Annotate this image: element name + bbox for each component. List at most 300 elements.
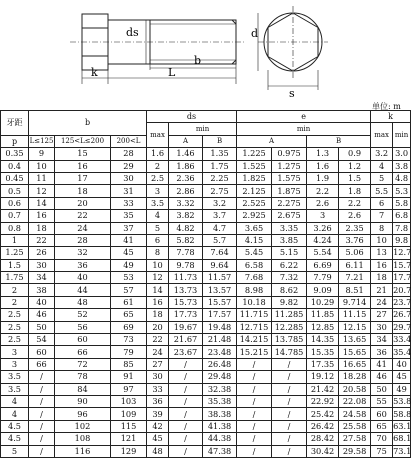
table-cell: / — [169, 420, 203, 432]
table-cell: 0.35 — [1, 148, 29, 160]
table-cell: 5.06 — [339, 247, 371, 259]
table-cell: 2.5 — [1, 321, 29, 333]
table-cell: 8.62 — [272, 284, 307, 296]
table-cell: 1.9 — [307, 172, 339, 184]
table-cell: 6.69 — [307, 259, 339, 271]
table-cell: 57 — [111, 284, 147, 296]
table-cell: 102 — [55, 420, 111, 432]
table-cell: 2.525 — [237, 197, 272, 209]
table-row — [1, 272, 411, 284]
table-cell: 3.5 — [1, 383, 29, 395]
table-cell: / — [237, 420, 272, 432]
table-cell: 0.5 — [1, 185, 29, 197]
table-cell: 7.8 — [393, 222, 411, 234]
table-cell: 2.5 — [1, 334, 29, 346]
table-row — [1, 222, 411, 234]
table-cell: 5.7 — [203, 234, 237, 246]
table-cell: 36 — [147, 395, 169, 407]
header-b1: L≤125 — [29, 135, 55, 147]
table-cell: 6 — [147, 234, 169, 246]
table-cell: 3.2 — [371, 148, 393, 160]
table-cell: 1.2 — [339, 160, 371, 172]
table-cell: 3 — [147, 185, 169, 197]
table-cell: 19.12 — [307, 371, 339, 383]
table-cell: 26 — [29, 247, 55, 259]
table-cell: 6.8 — [393, 210, 411, 222]
table-cell: 4.5 — [1, 420, 29, 432]
table-cell: 41 — [371, 358, 393, 370]
header-pitch: 牙距 — [1, 111, 29, 136]
table-cell: 29.7 — [393, 321, 411, 332]
table-row — [1, 420, 411, 432]
table-cell: 15.73 — [169, 296, 203, 308]
table-cell: 22.08 — [339, 395, 371, 407]
table-cell: 1.3 — [307, 148, 339, 160]
table-cell: 7.32 — [272, 272, 307, 284]
label-k: k — [91, 66, 98, 79]
table-cell: 7 — [371, 210, 393, 222]
table-cell: 9.64 — [203, 259, 237, 271]
table-cell: 16 — [29, 210, 55, 222]
table-cell: 1.46 — [169, 148, 203, 160]
header-ds-b: B — [203, 135, 237, 147]
table-cell: 12 — [147, 272, 169, 284]
table-cell: 15.215 — [237, 346, 272, 358]
table-cell: 129 — [111, 445, 147, 457]
table-cell: 6.22 — [272, 259, 307, 271]
table-cell: 2.2 — [307, 185, 339, 197]
table-cell: 0.975 — [272, 148, 307, 160]
table-cell: / — [169, 358, 203, 370]
table-cell: 5 — [147, 222, 169, 234]
header-e-b: B — [307, 135, 371, 147]
table-cell: 24 — [55, 222, 111, 234]
table-cell: 18 — [147, 309, 169, 321]
table-cell: 18 — [29, 222, 55, 234]
table-cell: 45 — [393, 371, 411, 383]
table-row — [1, 160, 411, 172]
table-cell: 14.785 — [272, 346, 307, 358]
table-row — [1, 247, 411, 259]
table-cell: 26.48 — [203, 358, 237, 370]
table-cell: 73.1 — [393, 445, 411, 456]
table-cell: 66 — [55, 346, 111, 358]
table-cell: 2.5 — [1, 309, 29, 321]
table-cell: 42 — [147, 420, 169, 432]
table-cell: 17.57 — [203, 309, 237, 321]
table-cell: / — [272, 395, 307, 407]
table-cell: 91 — [111, 371, 147, 383]
table-cell: 5 — [1, 445, 29, 457]
table-cell: / — [29, 445, 55, 457]
table-cell: 47.38 — [203, 445, 237, 457]
table-cell: 10.29 — [307, 296, 339, 308]
table-cell: 0.8 — [1, 222, 29, 234]
table-cell: 36 — [371, 346, 393, 358]
table-cell: 35.38 — [203, 395, 237, 407]
table-cell: 14.215 — [237, 334, 272, 346]
header-p: p — [1, 135, 29, 147]
table-cell: 1.575 — [272, 172, 307, 184]
table-row — [1, 259, 411, 271]
table-cell: 70 — [371, 433, 393, 445]
table-cell: 3.82 — [169, 210, 203, 222]
table-cell: 1.5 — [1, 259, 29, 271]
table-cell: 60 — [29, 346, 55, 358]
table-cell: 41.38 — [203, 420, 237, 432]
table-cell: 1.75 — [1, 272, 29, 284]
table-cell: 14 — [147, 284, 169, 296]
table-cell: 22 — [55, 210, 111, 222]
table-cell: 8.98 — [237, 284, 272, 296]
table-cell: 65 — [371, 420, 393, 432]
table-cell: 36 — [55, 259, 111, 271]
label-d: d — [251, 27, 259, 40]
table-cell: 8 — [147, 247, 169, 259]
table-cell: 75 — [371, 445, 393, 457]
table-cell: 24 — [371, 296, 393, 308]
table-cell: 29.58 — [339, 445, 371, 457]
table-cell: 103 — [111, 395, 147, 407]
table-cell: / — [169, 445, 203, 457]
table-cell: 2.2 — [339, 197, 371, 209]
table-cell: 22 — [29, 234, 55, 246]
table-cell: 7.79 — [307, 272, 339, 284]
table-cell: 4.24 — [307, 234, 339, 246]
table-cell: 53 — [111, 272, 147, 284]
table-cell: 34 — [29, 272, 55, 284]
table-cell: 12.7 — [393, 247, 411, 258]
table-cell: 21.48 — [203, 334, 237, 346]
table-row — [1, 185, 411, 197]
table-cell: 16 — [55, 160, 111, 172]
table-cell: / — [237, 371, 272, 383]
table-cell: 2.675 — [272, 210, 307, 222]
table-cell: 23.7 — [393, 297, 411, 308]
table-cell: 68.1 — [393, 433, 411, 444]
table-cell: 33 — [147, 383, 169, 395]
table-cell: 63.1 — [393, 420, 411, 431]
table-cell: 26.7 — [393, 309, 411, 320]
table-cell: / — [272, 420, 307, 432]
table-cell: 85 — [111, 358, 147, 370]
header-ds: ds — [147, 111, 237, 123]
table-row — [1, 234, 411, 246]
header-ds-a: A — [169, 135, 203, 147]
table-cell: 13.57 — [203, 284, 237, 296]
table-cell: 5.54 — [307, 247, 339, 259]
table-cell: 1.6 — [307, 160, 339, 172]
table-cell: 60 — [55, 334, 111, 346]
header-e-a: A — [237, 135, 307, 147]
table-cell: 4.8 — [393, 172, 411, 184]
table-cell: / — [272, 371, 307, 383]
table-cell: 8 — [371, 222, 393, 234]
table-cell: 34 — [371, 334, 393, 346]
table-cell: 115 — [111, 420, 147, 432]
table-cell: 30 — [147, 371, 169, 383]
table-cell: 45 — [147, 433, 169, 445]
table-cell: 12 — [29, 185, 55, 197]
table-cell: 5.15 — [272, 247, 307, 259]
table-cell: 30 — [29, 259, 55, 271]
table-cell: 1 — [1, 234, 29, 246]
table-cell: 48 — [147, 445, 169, 457]
table-cell: 69 — [111, 321, 147, 333]
table-cell: 7.68 — [237, 272, 272, 284]
table-row — [1, 172, 411, 184]
table-row — [1, 148, 411, 160]
table-cell: 20 — [147, 321, 169, 333]
table-cell: / — [272, 445, 307, 457]
table-cell: 3.76 — [339, 234, 371, 246]
table-cell: 24.58 — [339, 408, 371, 420]
table-cell: 1.35 — [203, 148, 237, 160]
table-cell: 29.48 — [203, 371, 237, 383]
unit-label: 单位: m — [372, 102, 401, 111]
table-cell: 27 — [147, 358, 169, 370]
table-cell: 40 — [393, 358, 411, 370]
table-cell: 15.35 — [307, 346, 339, 358]
table-row — [1, 197, 411, 209]
table-cell: 61 — [111, 296, 147, 308]
table-row — [1, 321, 411, 333]
table-cell: 13.65 — [339, 334, 371, 346]
table-row — [1, 210, 411, 222]
table-cell: 50 — [29, 321, 55, 333]
table-cell: 2 — [1, 296, 29, 308]
table-cell: 4.82 — [169, 222, 203, 234]
table-cell: 1.825 — [237, 172, 272, 184]
table-cell: 0.4 — [1, 160, 29, 172]
table-cell: 35 — [111, 210, 147, 222]
table-cell: 2.275 — [272, 197, 307, 209]
table-cell: / — [29, 395, 55, 407]
table-cell: 1.75 — [203, 160, 237, 172]
table-cell: 3 — [1, 358, 29, 370]
table-cell: 18 — [371, 272, 393, 284]
table-cell: 37 — [111, 222, 147, 234]
table-cell: 20 — [55, 197, 111, 209]
table-cell: 0.45 — [1, 172, 29, 184]
table-cell: 17.35 — [307, 358, 339, 370]
table-cell: 11.57 — [203, 272, 237, 284]
table-cell: 9.8 — [393, 234, 411, 246]
table-cell: 14.35 — [307, 334, 339, 346]
table-cell: 10 — [29, 160, 55, 172]
table-cell: 13.785 — [272, 334, 307, 346]
table-cell: 58.8 — [393, 408, 411, 419]
table-cell: 53.8 — [393, 396, 411, 407]
table-cell: 4 — [1, 408, 29, 420]
header-e: e — [237, 111, 371, 123]
table-cell: 48 — [55, 296, 111, 308]
table-cell: 3.2 — [203, 197, 237, 209]
table-cell: 3.65 — [237, 222, 272, 234]
table-row — [1, 371, 411, 383]
table-cell: / — [29, 420, 55, 432]
table-cell: 23.67 — [169, 346, 203, 358]
table-cell: 4 — [1, 395, 29, 407]
table-cell: 33.4 — [393, 334, 411, 345]
table-cell: 10 — [371, 234, 393, 246]
header-b3: 200<L — [111, 135, 147, 147]
table-cell: 38.38 — [203, 408, 237, 420]
table-cell: 16 — [147, 296, 169, 308]
table-cell: 11 — [29, 172, 55, 184]
table-cell: 60 — [371, 408, 393, 420]
table-cell: 121 — [111, 433, 147, 445]
table-cell: 5.8 — [393, 197, 411, 209]
table-cell: 40 — [55, 272, 111, 284]
table-cell: 50 — [371, 383, 393, 395]
table-cell: 3.26 — [307, 222, 339, 234]
header-ds-min: min — [169, 123, 237, 135]
header-b2: 125<L≤200 — [55, 135, 111, 147]
table-cell: 3.0 — [393, 148, 411, 160]
table-cell: 12.285 — [272, 321, 307, 333]
table-cell: 96 — [55, 408, 111, 420]
table-cell: 6.58 — [237, 259, 272, 271]
table-cell: 9 — [29, 148, 55, 160]
table-cell: 19.67 — [169, 321, 203, 333]
table-cell: 5.3 — [393, 185, 411, 197]
table-cell: 116 — [55, 445, 111, 457]
table-cell: 49 — [393, 383, 411, 395]
table-cell: 32.38 — [203, 383, 237, 395]
header-k-max: max — [371, 123, 393, 148]
table-cell: 16 — [371, 259, 393, 271]
table-cell: 78 — [55, 371, 111, 383]
table-cell: 55 — [371, 395, 393, 407]
table-cell: 20.7 — [393, 284, 411, 295]
table-row — [1, 346, 411, 358]
table-cell: / — [29, 408, 55, 420]
table-cell: 25.42 — [307, 408, 339, 420]
table-cell: 7.78 — [169, 247, 203, 259]
header-k-min: min — [393, 123, 411, 148]
table-cell: 109 — [111, 408, 147, 420]
table-cell: 20.58 — [339, 383, 371, 395]
table-cell: 73 — [111, 334, 147, 346]
table-cell: / — [272, 383, 307, 395]
table-cell: 0.7 — [1, 210, 29, 222]
table-cell: / — [169, 383, 203, 395]
table-cell: 5.45 — [237, 247, 272, 259]
table-cell: 8.51 — [339, 284, 371, 296]
table-cell: 38 — [29, 284, 55, 296]
table-cell: 26.42 — [307, 420, 339, 432]
table-cell: 4 — [147, 210, 169, 222]
table-cell: 7.64 — [203, 247, 237, 259]
table-cell: 5.82 — [169, 234, 203, 246]
table-cell: 2.5 — [147, 172, 169, 184]
table-cell: 2.86 — [169, 185, 203, 197]
bolt-drawing — [0, 0, 400, 100]
table-cell: 44 — [55, 284, 111, 296]
table-cell: 1.6 — [147, 148, 169, 160]
table-cell: 54 — [29, 334, 55, 346]
table-cell: 21 — [371, 284, 393, 296]
table-cell: 2.35 — [339, 222, 371, 234]
table-cell: 90 — [55, 395, 111, 407]
table-cell: 15.57 — [203, 296, 237, 308]
table-cell: 22 — [147, 334, 169, 346]
table-cell: 28 — [111, 148, 147, 160]
table-cell: 5.5 — [371, 185, 393, 197]
table-cell: 9.78 — [169, 259, 203, 271]
table-cell: 4 — [371, 160, 393, 172]
table-cell: 1.5 — [339, 172, 371, 184]
table-cell: / — [272, 358, 307, 370]
table-cell: 3.7 — [203, 210, 237, 222]
table-cell: 1.525 — [237, 160, 272, 172]
table-cell: 33 — [111, 197, 147, 209]
table-cell: / — [237, 408, 272, 420]
table-cell: 6 — [371, 197, 393, 209]
table-cell: 3 — [307, 210, 339, 222]
table-cell: 2.36 — [169, 172, 203, 184]
label-b: b — [194, 54, 202, 67]
bolt-spec-table — [0, 110, 411, 458]
table-cell: 44.38 — [203, 433, 237, 445]
table-cell: 30 — [371, 321, 393, 333]
table-cell: 15.7 — [393, 259, 411, 270]
table-row — [1, 334, 411, 346]
table-cell: 4.5 — [1, 433, 29, 445]
table-cell: 1.275 — [272, 160, 307, 172]
table-cell: 45 — [111, 247, 147, 259]
table-cell: 2 — [147, 160, 169, 172]
label-ds: ds — [126, 26, 139, 39]
table-cell: 3.5 — [1, 371, 29, 383]
table-cell: 11.85 — [307, 309, 339, 321]
table-cell: / — [237, 433, 272, 445]
table-cell: 65 — [111, 309, 147, 321]
table-cell: 30.42 — [307, 445, 339, 457]
table-cell: 27.58 — [339, 433, 371, 445]
table-cell: / — [169, 371, 203, 383]
label-L: L — [168, 66, 176, 79]
table-cell: 66 — [29, 358, 55, 370]
table-cell: 14 — [29, 197, 55, 209]
table-cell: 12.715 — [237, 321, 272, 333]
table-cell: / — [169, 395, 203, 407]
table-cell: 24 — [147, 346, 169, 358]
table-row — [1, 383, 411, 395]
table-cell: 0.6 — [1, 197, 29, 209]
label-s: s — [289, 87, 295, 100]
table-cell: 12.85 — [307, 321, 339, 333]
table-cell: 7.21 — [339, 272, 371, 284]
table-cell: 0.9 — [339, 148, 371, 160]
table-cell: 2.75 — [203, 185, 237, 197]
table-cell: 46 — [371, 371, 393, 383]
table-cell: 5 — [371, 172, 393, 184]
table-cell: / — [237, 445, 272, 457]
table-cell: 18.28 — [339, 371, 371, 383]
table-cell: 97 — [111, 383, 147, 395]
table-cell: 10 — [147, 259, 169, 271]
table-cell: 46 — [29, 309, 55, 321]
header-b: b — [29, 111, 147, 136]
table-cell: 15.65 — [339, 346, 371, 358]
table-cell: 1.8 — [339, 185, 371, 197]
table-cell: 17 — [55, 172, 111, 184]
table-cell: 18 — [55, 185, 111, 197]
table-cell: 72 — [55, 358, 111, 370]
table-cell: 15 — [55, 148, 111, 160]
